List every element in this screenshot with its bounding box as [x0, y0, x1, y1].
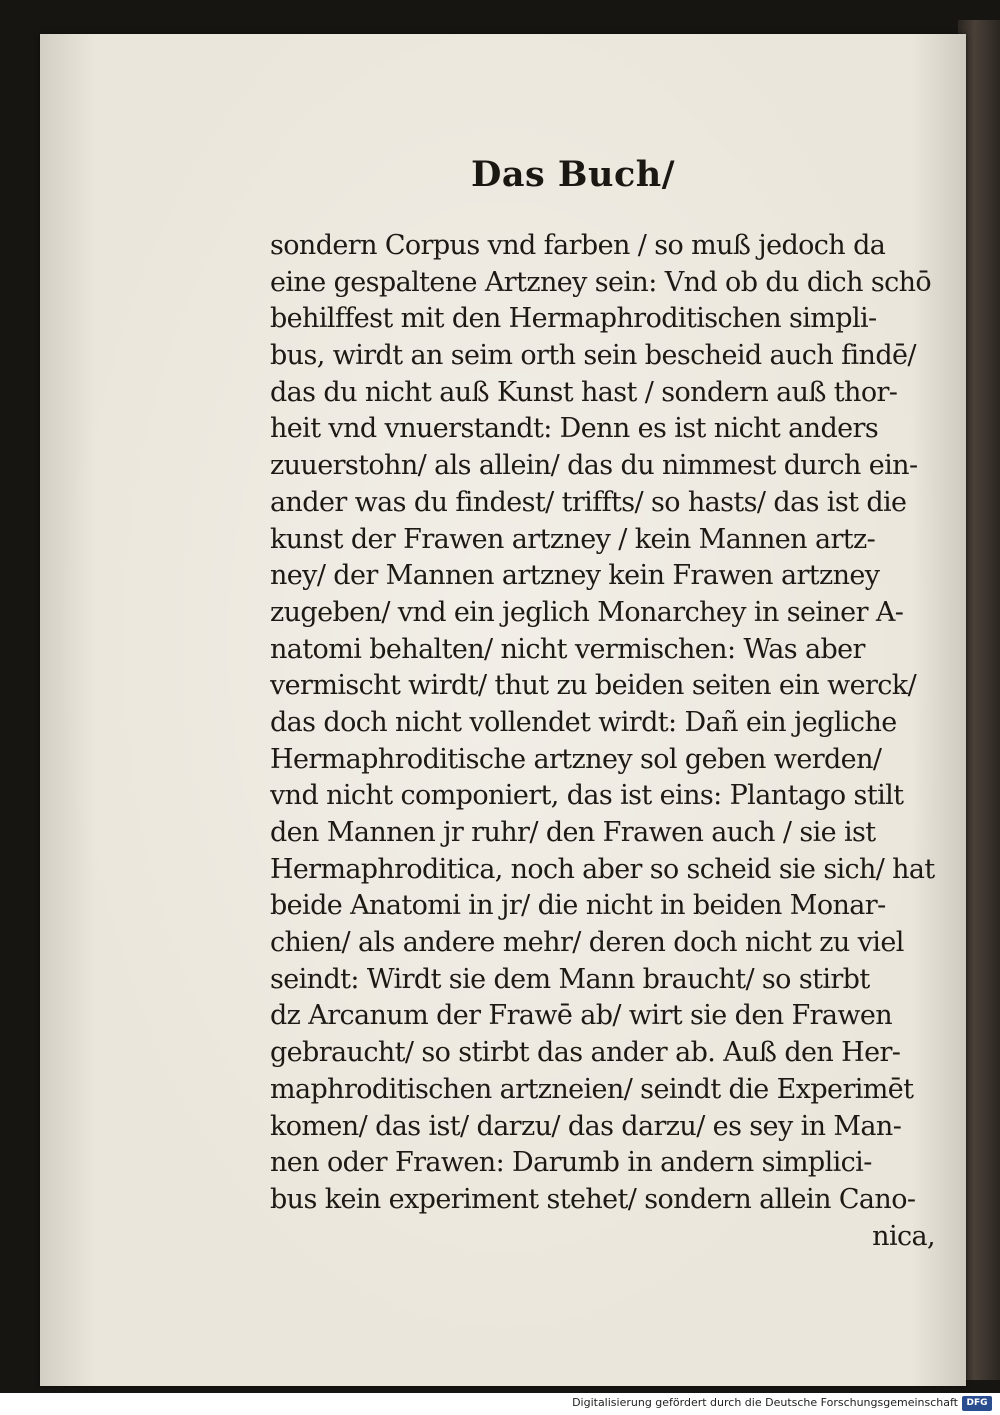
book-page [40, 34, 966, 1386]
text-line: chien/ als andere mehr/ deren doch nicht zu viel [270, 927, 904, 959]
page-content [40, 34, 966, 1386]
text-line: zuuerstohn/ als allein/ das du nimmest durch ein- [270, 450, 918, 482]
text-line: nen oder Frawen: Darumb in andern simplici- [270, 1147, 872, 1179]
text-line: vnd nicht componiert, das ist eins: Plantago stilt [270, 780, 904, 812]
text-line: den Mannen jr ruhr/ den Frawen auch / sie ist [270, 817, 876, 848]
text-line: das doch nicht vollendet wirdt: Dañ ein jegliche [270, 706, 897, 738]
text-line: heit vnd vnuerstandt: Denn es ist nicht anders [270, 413, 879, 445]
text-line: gebraucht/ so stirbt das ander ab. Auß den Her- [270, 1037, 901, 1069]
text-line: das du nicht auß Kunst hast / sondern auß thor- [270, 376, 898, 408]
text-line: ney/ der Mannen artzney kein Frawen artzney [270, 560, 880, 592]
text-line: vermischt wirdt/ thut zu beiden seiten ein werck/ [270, 670, 917, 702]
text-line: sondern Corpus vnd farben / so muß jedoch da [270, 230, 886, 261]
text-line: maphroditischen artzneien/ seindt die Experimēt [270, 1073, 914, 1105]
text-line: komen/ das ist/ darzu/ das darzu/ es sey in Man- [270, 1110, 902, 1142]
text-line: zugeben/ vnd ein jeglich Monarchey in seiner A- [270, 596, 904, 628]
dfg-logo: DFG [962, 1396, 992, 1411]
text-line: kunst der Frawen artzney / kein Mannen artz- [270, 523, 876, 555]
text-line: bus, wirdt an seim orth sein bescheid auch findē/ [270, 340, 916, 372]
text-line: ander was du findest/ triffts/ so hasts/ das ist die [270, 486, 907, 518]
text-line: Hermaphroditica, noch aber so scheid sie sich/ hat [270, 853, 935, 885]
text-line: natomi behalten/ nicht vermischen: Was aber [270, 633, 865, 665]
text-line: eine gespaltene Artzney sein: Vnd ob du dich schō [270, 266, 932, 298]
text-line: bus kein experiment stehet/ sondern allein Cano- [270, 1183, 916, 1215]
catchword: nica, [872, 1220, 935, 1252]
text-line: beide Anatomi in jr/ die nicht in beiden Monar- [270, 890, 886, 922]
running-head: Das Buch/ [471, 154, 675, 195]
text-line: dz Arcanum der Frawē ab/ wirt sie den Frawen [270, 1000, 893, 1032]
text-line: Hermaphroditische artzney sol geben werden/ [270, 743, 882, 775]
footer-bar [0, 1393, 1000, 1415]
text-block [270, 228, 935, 1255]
text-line: behilffest mit den Hermaphroditischen simpli- [270, 303, 877, 335]
text-line: seindt: Wirdt sie dem Mann braucht/ so stirbt [270, 963, 870, 995]
funding-credit: Digitalisierung gefördert durch die Deutsche Forschungsgemeinschaft [572, 1396, 958, 1409]
